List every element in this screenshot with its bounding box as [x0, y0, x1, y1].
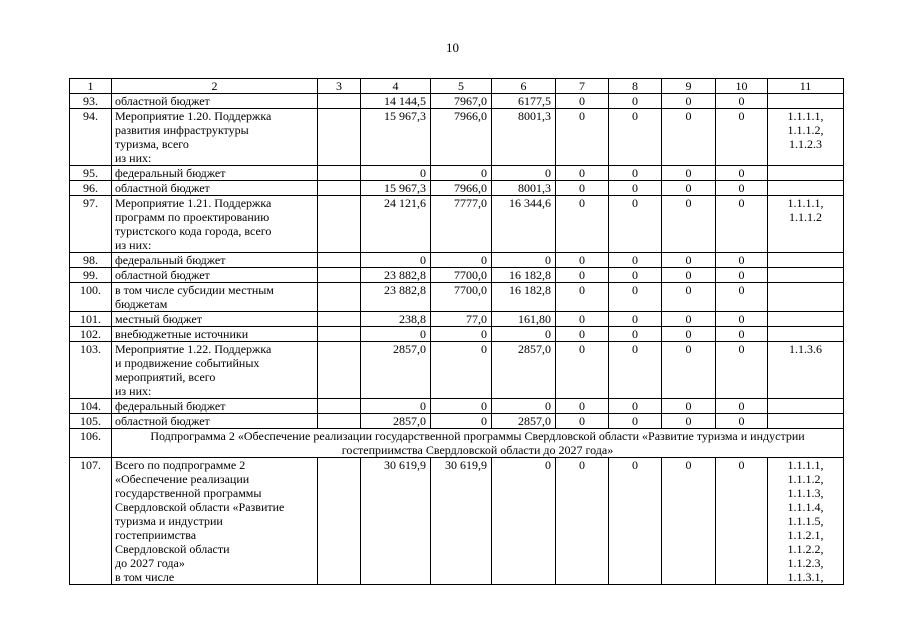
row-number: 96.	[70, 181, 112, 196]
value-cell-c10: 0	[716, 268, 768, 283]
cell-line: 1.1.2.1,	[787, 528, 824, 542]
value-cell-c7: 0	[556, 342, 609, 399]
item-name	[112, 253, 318, 268]
value-cell-c9: 0	[662, 342, 716, 399]
value-cell-c6: 0	[492, 327, 556, 342]
value-cell-c6: 161,80	[492, 312, 556, 327]
header-cell: 11	[768, 79, 844, 94]
value-cell-c10: 0	[716, 253, 768, 268]
cell-line: Мероприятие 1.22. Поддержка	[115, 342, 272, 356]
header-cell: 4	[361, 79, 431, 94]
value-cell-c8: 0	[609, 166, 662, 181]
header-cell: 10	[716, 79, 768, 94]
item-name	[112, 94, 318, 109]
value-cell-c7: 0	[556, 399, 609, 414]
table-row	[70, 283, 844, 312]
row-number: 105.	[70, 414, 112, 429]
cell-line: 1.1.1.1,	[787, 196, 824, 210]
row-number: 100.	[70, 283, 112, 312]
table-row	[70, 312, 844, 327]
value-cell-c5: 0	[431, 399, 492, 414]
table-row	[70, 94, 844, 109]
value-cell-c6: 0	[492, 253, 556, 268]
value-cell-c4: 14 144,5	[361, 94, 431, 109]
value-cell-c8: 0	[609, 94, 662, 109]
value-cell-c8: 0	[609, 327, 662, 342]
value-cell-c7: 0	[556, 166, 609, 181]
value-cell-c7: 0	[556, 181, 609, 196]
item-name	[112, 414, 318, 429]
table-row	[70, 342, 844, 399]
value-cell-c9: 0	[662, 268, 716, 283]
value-cell-c4: 238,8	[361, 312, 431, 327]
cell-line: 1.1.1.2,	[787, 472, 824, 486]
value-cell-c3	[318, 109, 361, 166]
value-cell-c3	[318, 458, 361, 585]
target-codes	[768, 268, 844, 283]
cell-line: 1.1.1.2,	[787, 123, 824, 137]
row-number: 107.	[70, 458, 112, 585]
value-cell-c9: 0	[662, 399, 716, 414]
value-cell-c5: 7966,0	[431, 109, 492, 166]
row-number: 106.	[70, 429, 112, 458]
value-cell-c10: 0	[716, 94, 768, 109]
value-cell-c10: 0	[716, 458, 768, 585]
row-number: 104.	[70, 399, 112, 414]
cell-line: Свердловской области «Развитие	[115, 500, 285, 514]
header-cell: 3	[318, 79, 361, 94]
value-cell-c5: 7967,0	[431, 94, 492, 109]
target-codes	[768, 253, 844, 268]
cell-line: областной бюджет	[115, 94, 210, 108]
cell-line: 1.1.2.3	[789, 137, 822, 151]
value-cell-c8: 0	[609, 181, 662, 196]
table-row	[70, 399, 844, 414]
value-cell-c7: 0	[556, 312, 609, 327]
subprogram-title	[112, 429, 844, 458]
page-number: 10	[446, 40, 459, 55]
value-cell-c4: 0	[361, 166, 431, 181]
budget-table	[69, 78, 844, 585]
value-cell-c6: 16 344,6	[492, 196, 556, 253]
value-cell-c7: 0	[556, 458, 609, 585]
value-cell-c3	[318, 342, 361, 399]
item-name	[112, 342, 318, 399]
value-cell-c4: 23 882,8	[361, 283, 431, 312]
value-cell-c8: 0	[609, 458, 662, 585]
value-cell-c10: 0	[716, 312, 768, 327]
table-row	[70, 414, 844, 429]
cell-line: из них:	[115, 384, 152, 398]
cell-line: до 2027 года»	[115, 556, 185, 570]
cell-line: туризма, всего	[115, 137, 189, 151]
value-cell-c7: 0	[556, 94, 609, 109]
value-cell-c6: 8001,3	[492, 109, 556, 166]
value-cell-c9: 0	[662, 283, 716, 312]
header-cell: 8	[609, 79, 662, 94]
value-cell-c8: 0	[609, 268, 662, 283]
target-codes	[768, 283, 844, 312]
row-number: 94.	[70, 109, 112, 166]
row-number: 99.	[70, 268, 112, 283]
target-codes	[768, 181, 844, 196]
item-name	[112, 109, 318, 166]
value-cell-c9: 0	[662, 196, 716, 253]
value-cell-c4: 15 967,3	[361, 109, 431, 166]
table-row	[70, 429, 844, 458]
target-codes	[768, 196, 844, 253]
value-cell-c5: 0	[431, 414, 492, 429]
cell-line: туристского кода города, всего	[115, 224, 272, 238]
value-cell-c3	[318, 94, 361, 109]
value-cell-c4: 0	[361, 327, 431, 342]
value-cell-c3	[318, 312, 361, 327]
cell-line: внебюджетные источники	[115, 327, 249, 341]
value-cell-c7: 0	[556, 109, 609, 166]
header-row	[70, 79, 844, 94]
item-name	[112, 283, 318, 312]
cell-line: в том числе субсидии местным	[115, 283, 274, 297]
row-number: 103.	[70, 342, 112, 399]
value-cell-c10: 0	[716, 166, 768, 181]
value-cell-c3	[318, 414, 361, 429]
value-cell-c3	[318, 399, 361, 414]
cell-line: бюджетам	[115, 297, 168, 311]
target-codes	[768, 327, 844, 342]
target-codes	[768, 109, 844, 166]
value-cell-c8: 0	[609, 312, 662, 327]
value-cell-c5: 77,0	[431, 312, 492, 327]
value-cell-c5: 7966,0	[431, 181, 492, 196]
item-name	[112, 268, 318, 283]
value-cell-c5: 7700,0	[431, 268, 492, 283]
cell-line: 1.1.1.1,	[787, 458, 824, 472]
value-cell-c6: 0	[492, 166, 556, 181]
item-name	[112, 399, 318, 414]
cell-line: государственной программы	[115, 486, 262, 500]
item-name	[112, 312, 318, 327]
cell-line: гостеприимства	[115, 528, 197, 542]
value-cell-c10: 0	[716, 283, 768, 312]
value-cell-c6: 0	[492, 399, 556, 414]
value-cell-c5: 7700,0	[431, 283, 492, 312]
header-cell: 6	[492, 79, 556, 94]
value-cell-c9: 0	[662, 253, 716, 268]
value-cell-c4: 30 619,9	[361, 458, 431, 585]
value-cell-c3	[318, 196, 361, 253]
value-cell-c7: 0	[556, 196, 609, 253]
header-cell: 9	[662, 79, 716, 94]
value-cell-c8: 0	[609, 283, 662, 312]
cell-line: федеральный бюджет	[115, 399, 226, 413]
cell-line: туризма и индустрии	[115, 514, 223, 528]
value-cell-c10: 0	[716, 414, 768, 429]
value-cell-c6: 2857,0	[492, 414, 556, 429]
cell-line: 1.1.1.5,	[787, 514, 824, 528]
value-cell-c4: 2857,0	[361, 414, 431, 429]
value-cell-c8: 0	[609, 253, 662, 268]
value-cell-c8: 0	[609, 109, 662, 166]
cell-line: 1.1.2.3,	[787, 556, 824, 570]
cell-line: и продвижение событийных	[115, 356, 260, 370]
value-cell-c9: 0	[662, 94, 716, 109]
target-codes	[768, 399, 844, 414]
cell-line: программ по проектированию	[115, 210, 270, 224]
value-cell-c7: 0	[556, 268, 609, 283]
value-cell-c3	[318, 268, 361, 283]
value-cell-c4: 15 967,3	[361, 181, 431, 196]
table-row	[70, 253, 844, 268]
cell-line: Мероприятие 1.21. Поддержка	[115, 196, 272, 210]
item-name	[112, 181, 318, 196]
cell-line: гостеприимства Свердловской области до 2027 года»	[341, 443, 614, 457]
cell-line: «Обеспечение реализации	[115, 472, 250, 486]
cell-line: федеральный бюджет	[115, 166, 226, 180]
row-number: 101.	[70, 312, 112, 327]
table-row	[70, 268, 844, 283]
value-cell-c9: 0	[662, 414, 716, 429]
cell-line: 1.1.3.6	[789, 342, 822, 356]
target-codes	[768, 458, 844, 585]
header-cell: 5	[431, 79, 492, 94]
cell-line: 1.1.1.4,	[787, 500, 824, 514]
value-cell-c4: 0	[361, 253, 431, 268]
value-cell-c10: 0	[716, 399, 768, 414]
value-cell-c8: 0	[609, 399, 662, 414]
cell-line: из них:	[115, 151, 152, 165]
table-row	[70, 458, 844, 585]
target-codes	[768, 342, 844, 399]
value-cell-c9: 0	[662, 181, 716, 196]
value-cell-c5: 7777,0	[431, 196, 492, 253]
cell-line: 1.1.1.2	[789, 210, 822, 224]
cell-line: местный бюджет	[115, 312, 202, 326]
target-codes	[768, 166, 844, 181]
table-row	[70, 166, 844, 181]
value-cell-c8: 0	[609, 342, 662, 399]
row-number: 95.	[70, 166, 112, 181]
item-name	[112, 166, 318, 181]
row-number: 98.	[70, 253, 112, 268]
value-cell-c7: 0	[556, 414, 609, 429]
target-codes	[768, 312, 844, 327]
value-cell-c7: 0	[556, 253, 609, 268]
value-cell-c4: 0	[361, 399, 431, 414]
value-cell-c3	[318, 166, 361, 181]
cell-line: Подпрограмма 2 «Обеспечение реализации государственной программы Свердловской области «Развитие туризма и индустрии	[150, 429, 805, 443]
row-number: 102.	[70, 327, 112, 342]
value-cell-c9: 0	[662, 327, 716, 342]
value-cell-c7: 0	[556, 327, 609, 342]
header-cell: 2	[112, 79, 318, 94]
cell-line: областной бюджет	[115, 181, 210, 195]
table-row	[70, 327, 844, 342]
table-body	[70, 79, 844, 585]
table-row	[70, 196, 844, 253]
row-number: 93.	[70, 94, 112, 109]
value-cell-c10: 0	[716, 196, 768, 253]
cell-line: 1.1.2.2,	[787, 542, 824, 556]
item-name	[112, 458, 318, 585]
cell-line: федеральный бюджет	[115, 253, 226, 267]
cell-line: 1.1.3.1,	[787, 570, 824, 584]
value-cell-c6: 0	[492, 458, 556, 585]
value-cell-c6: 16 182,8	[492, 283, 556, 312]
value-cell-c7: 0	[556, 283, 609, 312]
value-cell-c5: 30 619,9	[431, 458, 492, 585]
value-cell-c5: 0	[431, 342, 492, 399]
value-cell-c5: 0	[431, 327, 492, 342]
cell-line: Мероприятие 1.20. Поддержка	[115, 109, 272, 123]
cell-line: в том числе	[115, 570, 175, 584]
value-cell-c9: 0	[662, 312, 716, 327]
value-cell-c10: 0	[716, 327, 768, 342]
value-cell-c3	[318, 253, 361, 268]
cell-line: из них:	[115, 238, 152, 252]
value-cell-c3	[318, 181, 361, 196]
cell-line: областной бюджет	[115, 414, 210, 428]
table-row	[70, 181, 844, 196]
cell-line: Свердловской области	[115, 542, 230, 556]
cell-line: 1.1.1.1,	[787, 109, 824, 123]
value-cell-c4: 2857,0	[361, 342, 431, 399]
cell-line: развития инфраструктуры	[115, 123, 249, 137]
value-cell-c10: 0	[716, 342, 768, 399]
cell-line: мероприятий, всего	[115, 370, 216, 384]
cell-line: областной бюджет	[115, 268, 210, 282]
value-cell-c9: 0	[662, 109, 716, 166]
value-cell-c10: 0	[716, 181, 768, 196]
target-codes	[768, 94, 844, 109]
item-name	[112, 327, 318, 342]
item-name	[112, 196, 318, 253]
cell-line: 1.1.1.3,	[787, 486, 824, 500]
value-cell-c4: 23 882,8	[361, 268, 431, 283]
value-cell-c9: 0	[662, 458, 716, 585]
value-cell-c6: 16 182,8	[492, 268, 556, 283]
value-cell-c5: 0	[431, 253, 492, 268]
value-cell-c3	[318, 327, 361, 342]
value-cell-c9: 0	[662, 166, 716, 181]
value-cell-c6: 2857,0	[492, 342, 556, 399]
value-cell-c5: 0	[431, 166, 492, 181]
target-codes	[768, 414, 844, 429]
header-cell: 7	[556, 79, 609, 94]
value-cell-c4: 24 121,6	[361, 196, 431, 253]
table-row	[70, 109, 844, 166]
value-cell-c6: 8001,3	[492, 181, 556, 196]
value-cell-c8: 0	[609, 196, 662, 253]
value-cell-c6: 6177,5	[492, 94, 556, 109]
value-cell-c10: 0	[716, 109, 768, 166]
value-cell-c3	[318, 283, 361, 312]
value-cell-c8: 0	[609, 414, 662, 429]
cell-line: Всего по подпрограмме 2	[115, 458, 246, 472]
row-number: 97.	[70, 196, 112, 253]
header-cell: 1	[70, 79, 112, 94]
